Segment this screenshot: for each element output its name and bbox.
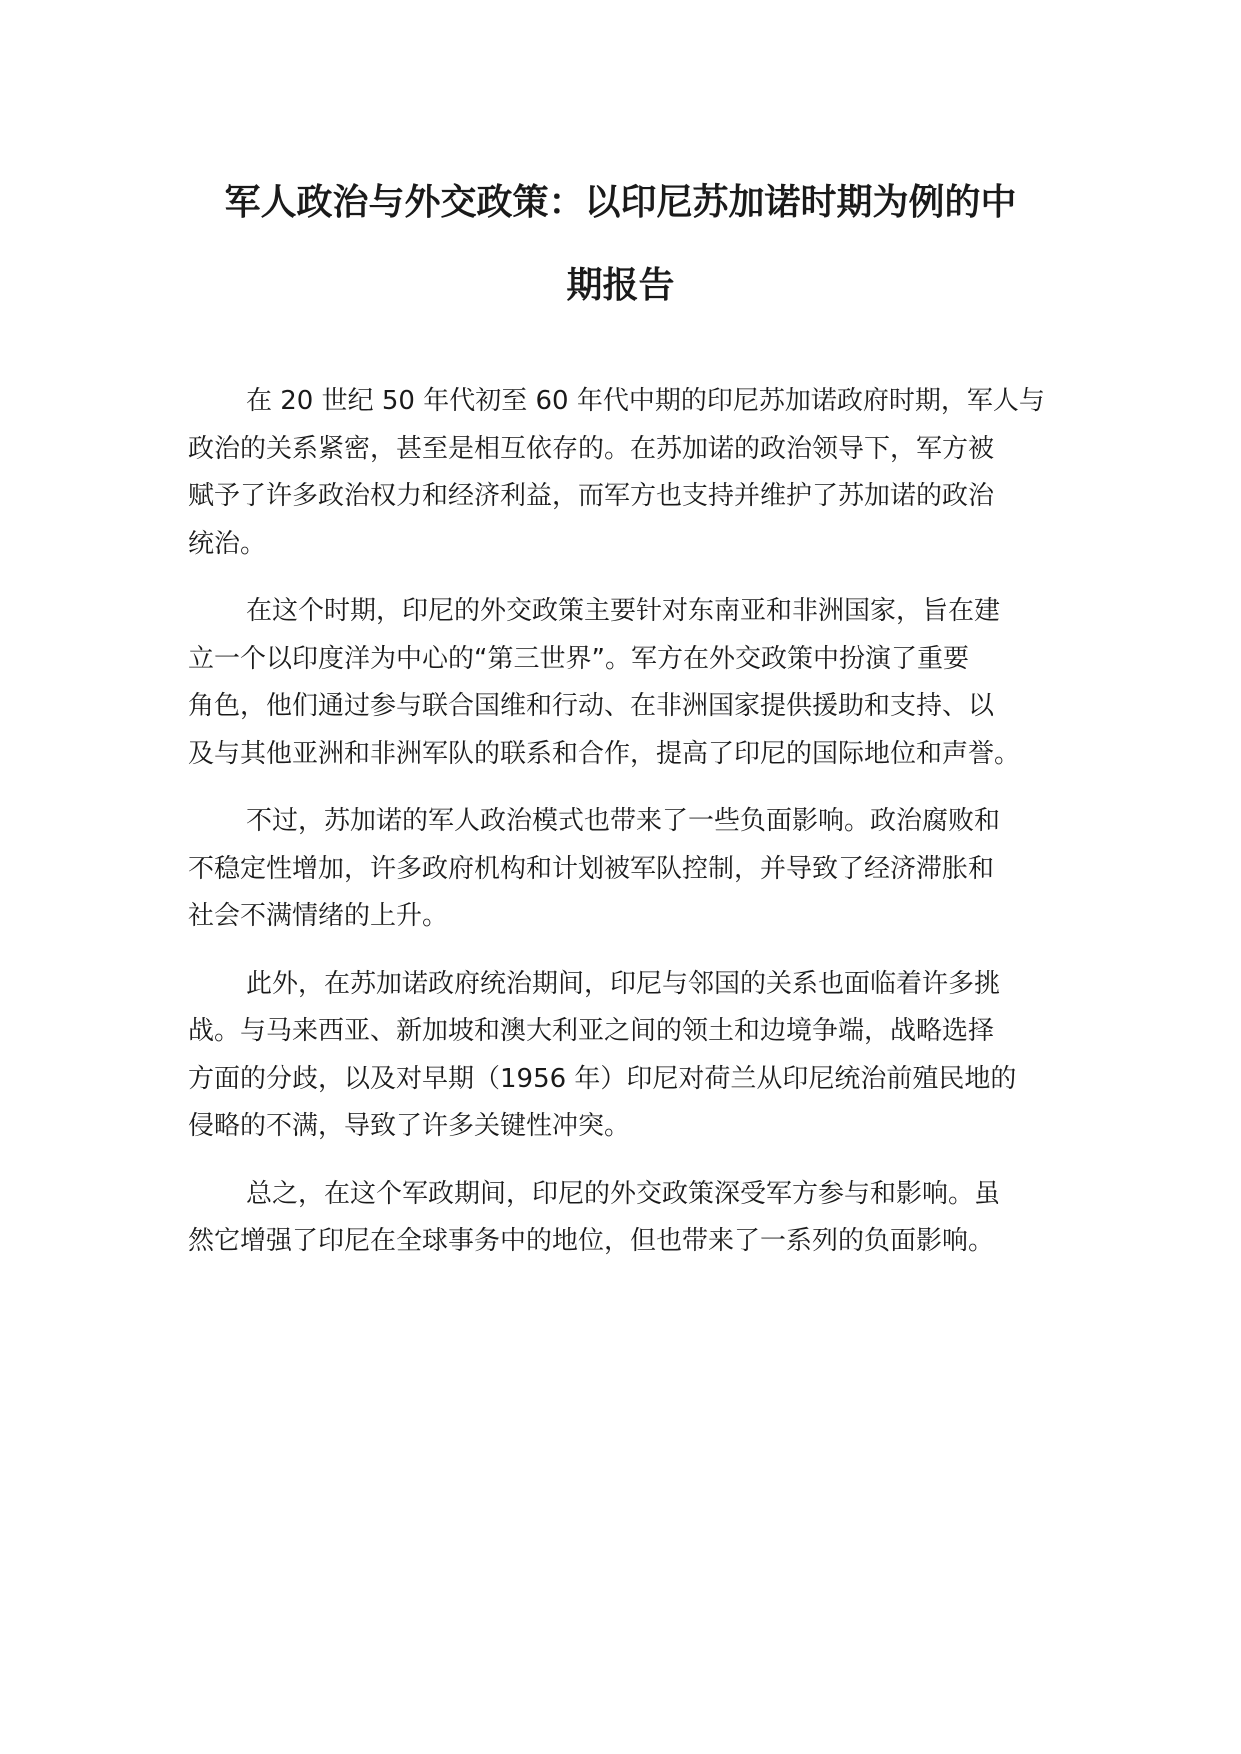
- document-title-line-1: 军人政治与外交政策：以印尼苏加诺时期为例的中: [224, 182, 1017, 223]
- paragraph-4: [188, 961, 1088, 1151]
- paragraph-line: 立一个以印度洋为中心的“第三世界”。军方在外交政策中扮演了重要: [188, 643, 969, 674]
- paragraph-line: 在 20 世纪 50 年代初至 60 年代中期的印尼苏加诺政府时期，军人与: [246, 386, 1045, 416]
- paragraph-line: 社会不满情绪的上升。: [188, 901, 449, 931]
- paragraph-line: 总之，在这个军政期间，印尼的外交政策深受军方参与和影响。虽: [246, 1178, 1001, 1209]
- paragraph-line: 赋予了许多政治权力和经济利益，而军方也支持并维护了苏加诺的政治: [188, 481, 995, 511]
- paragraph-line: 此外，在苏加诺政府统治期间，印尼与邻国的关系也面临着许多挑: [246, 968, 1001, 999]
- paragraph-2: [188, 588, 1088, 778]
- paragraph-line: 在这个时期，印尼的外交政策主要针对东南亚和非洲国家，旨在建: [246, 596, 1001, 626]
- paragraph-3: [188, 798, 1088, 941]
- paragraph-line: 不稳定性增加，许多政府机构和计划被军队控制，并导致了经济滞胀和: [188, 853, 995, 884]
- paragraph-line: 统治。: [188, 528, 267, 559]
- document-body: [188, 378, 1088, 1286]
- paragraph-1: [188, 378, 1088, 568]
- paragraph-line: 侵略的不满，导致了许多关键性冲突。: [188, 1111, 631, 1141]
- document-title-line-2: 期报告: [566, 265, 675, 306]
- paragraph-line: 战。与马来西亚、新加坡和澳大利亚之间的领土和边境争端，战略选择: [188, 1016, 995, 1046]
- paragraph-5: [188, 1171, 1088, 1266]
- paragraph-line: 角色，他们通过参与联合国维和行动、在非洲国家提供援助和支持、以: [188, 691, 995, 721]
- paragraph-line: 方面的分歧，以及对早期（1956 年）印尼对荷兰从印尼统治前殖民地的: [188, 1063, 1017, 1094]
- paragraph-line: 政治的关系紧密，甚至是相互依存的。在苏加诺的政治领导下，军方被: [188, 433, 995, 464]
- paragraph-line: 及与其他亚洲和非洲军队的联系和合作，提高了印尼的国际地位和声誉。: [188, 738, 1021, 769]
- paragraph-line: 然它增强了印尼在全球事务中的地位，但也带来了一系列的负面影响。: [188, 1226, 995, 1256]
- paragraph-line: 不过，苏加诺的军人政治模式也带来了一些负面影响。政治腐败和: [246, 806, 1001, 836]
